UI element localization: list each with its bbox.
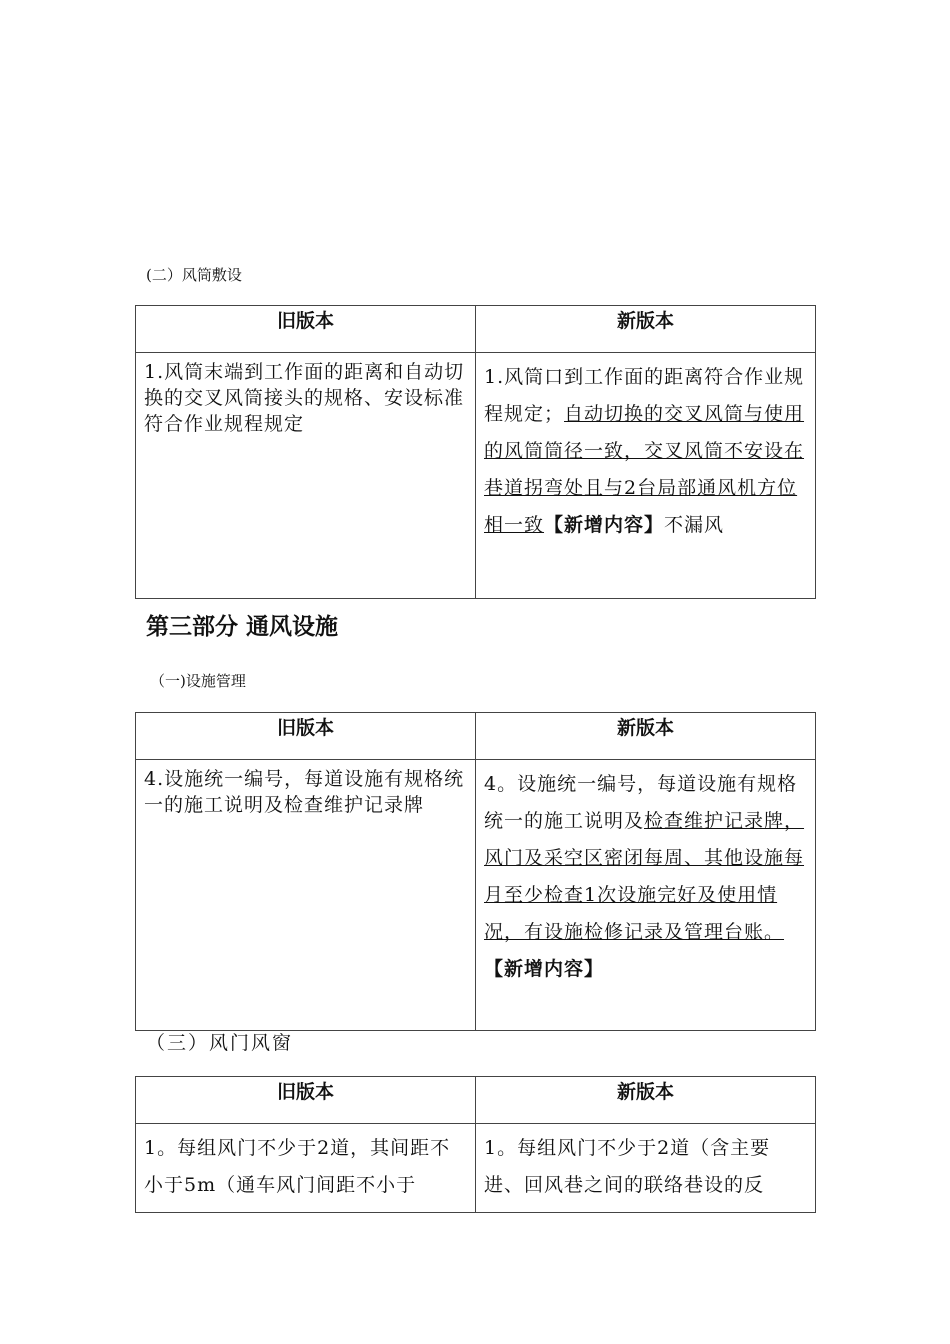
new-text-tail: 不漏风 <box>664 514 725 536</box>
new-version-header: 新版本 <box>476 713 816 760</box>
old-version-cell: 1。每组风门不少于2道，其间距不小于5m（通车风门间距不小于 <box>136 1124 476 1213</box>
door-comparison-table <box>135 1076 816 1213</box>
new-text: 1.风筒口到工作面的距离符合作业规程规定； <box>484 366 805 425</box>
section-subtitle-duct: (二）风筒敷设 <box>146 266 242 284</box>
old-version-header: 旧版本 <box>136 306 476 353</box>
new-version-header: 新版本 <box>476 306 816 353</box>
old-version-header: 旧版本 <box>136 1077 476 1124</box>
duct-comparison-table <box>135 305 816 599</box>
facility-comparison-table <box>135 712 816 1031</box>
new-content-tag: 【新增内容】 <box>484 958 605 980</box>
new-version-cell <box>476 353 816 599</box>
section-subtitle-door: （三）风门风窗 <box>146 1032 294 1054</box>
section-subtitle-facility: （一)设施管理 <box>150 672 246 690</box>
new-underlined-text: 自动切换的交叉风筒与使用的风筒筒径一致，交叉风筒不安设在巷道拐弯处且与2台局部通风机方位相一致 <box>484 403 805 536</box>
new-underlined-text: 检查维护记录牌，风门及采空区密闭每周、其他设施每月至少检查1次设施完好及使用情况，有设施检修记录及管理台账。 <box>484 810 805 943</box>
new-version-cell: 1。每组风门不少于2道（含主要进、回风巷之间的联络巷设的反 <box>476 1124 816 1213</box>
old-version-cell: 1.风筒末端到工作面的距离和自动切换的交叉风筒接头的规格、安设标准符合作业规程规定 <box>136 353 476 599</box>
old-version-cell: 4.设施统一编号，每道设施有规格统一的施工说明及检查维护记录牌 <box>136 760 476 1031</box>
new-version-cell <box>476 760 816 1031</box>
new-version-header: 新版本 <box>476 1077 816 1124</box>
old-version-header: 旧版本 <box>136 713 476 760</box>
new-text: 4。设施统一编号，每道设施有规格统一的施工说明及 <box>484 773 798 832</box>
new-content-tag: 【新增内容】 <box>544 514 665 536</box>
part-title: 第三部分 通风设施 <box>146 614 339 640</box>
